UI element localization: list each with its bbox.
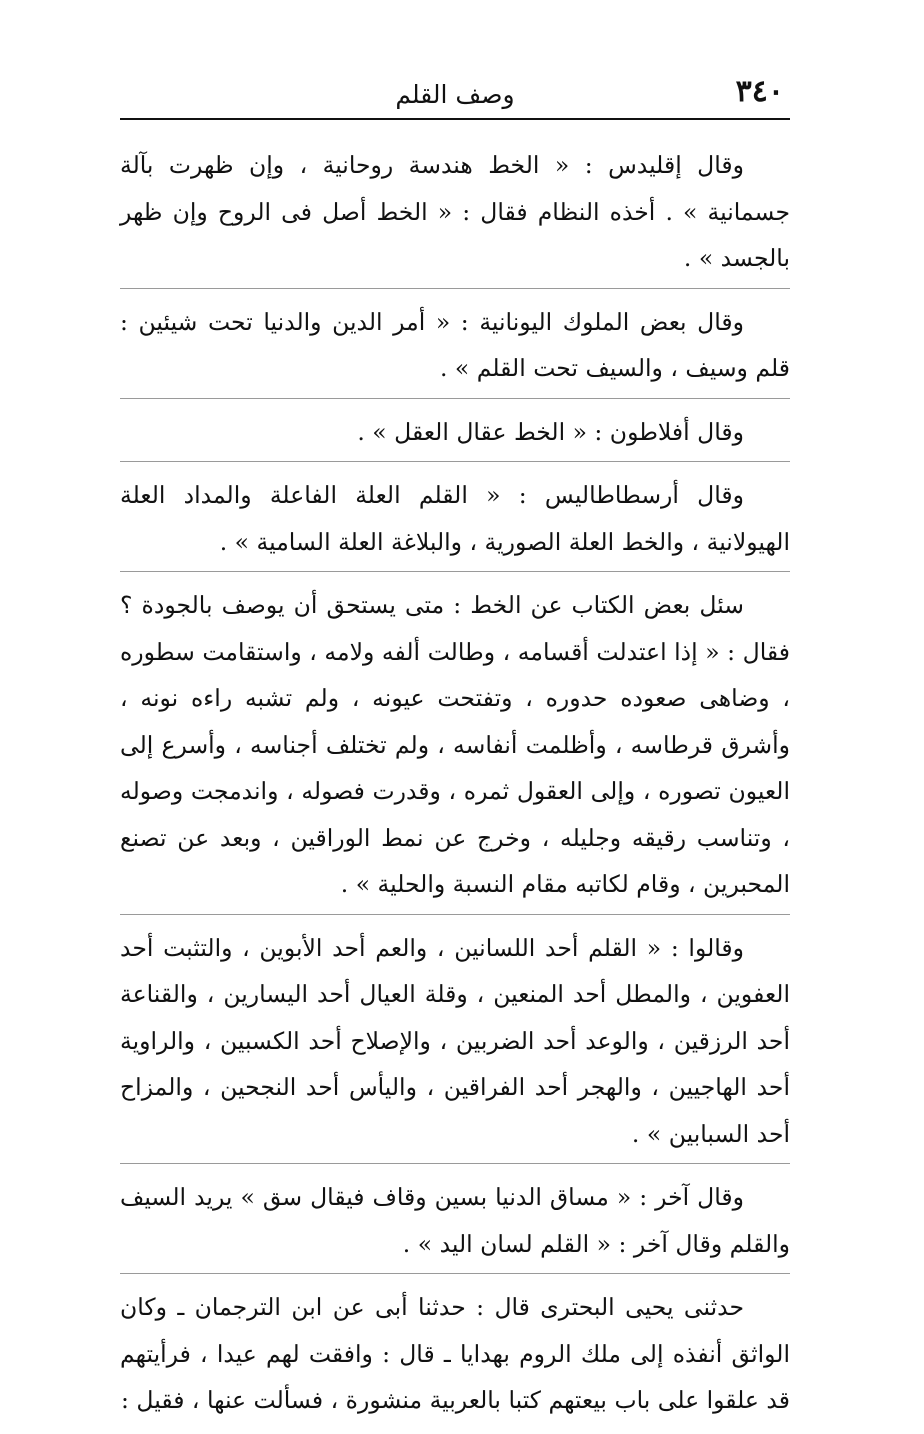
paragraph-other-sayings: وقال آخر : « مساق الدنيا بسين وقاف فيقال سق » يريد السيف والقلم وقال آخر : « القلم لسان اليد » . (120, 1174, 790, 1274)
paragraph-euclid: وقال إقليدس : « الخط هندسة روحانية ، وإن ظهرت بآلة جسمانية » . أخذه النظام فقال : « الخط أصل فى الروح وإن ظهر بالجسد » . (120, 142, 790, 289)
page-number: ٣٤٠ (735, 74, 784, 109)
paragraph-calligraphy-quality: سئل بعض الكتاب عن الخط : متى يستحق أن يوصف بالجودة ؟ فقال : « إذا اعتدلت أقسامه ، وطالت ألفه ولامه ، واستقامت سطوره ، وضاهى صعوده حدوره ، وتفتحت عيونه ، ولم تشبه راءه نونه ، وأشرق قرطاسه ، وأظلمت أنفاسه ، ولم تختلف أجناسه ، وأسرع إلى العيون تصوره ، وإلى العقول ثمره ، وقدرت فصوله ، واندمجت وصوله ، وتناسب رقيقه وجليله ، وخرج عن نمط الوراقين ، وبعد عن تصنع المحبرين ، وقام لكاتبه مقام النسبة والحلية » . (120, 582, 790, 915)
paragraph-plato: وقال أفلاطون : « الخط عقال العقل » . (120, 409, 790, 463)
paragraph-greek-kings: وقال بعض الملوك اليونانية : « أمر الدين والدنيا تحت شيئين : قلم وسيف ، والسيف تحت القلم » . (120, 299, 790, 399)
paragraph-aristotle: وقال أرسطاطاليس : « القلم العلة الفاعلة والمداد العلة الهيولانية ، والخط العلة الصورية ، والبلاغة العلة السامية » . (120, 472, 790, 572)
paragraph-buhturi-narration: حدثنى يحيى البحترى قال : حدثنا أبى عن ابن الترجمان ـ وكان الواثق أنفذه إلى ملك الروم بهدايا ـ قال : وافقت لهم عيدا ، فرأيتهم قد علقوا على باب بيعتهم كتبا بالعربية منشورة ، فسألت عنها ، فقيل : (120, 1293, 790, 1414)
paragraph-sayings: وقالوا : « القلم أحد اللسانين ، والعم أحد الأبوين ، والتثبت أحد العفوين ، والمطل أحد المنعين ، وقلة العيال أحد اليسارين ، والقناعة أحد الرزقين ، والوعد أحد الضربين ، والإصلاح أحد الكسبين ، والراوية أحد الهاجيين ، والهجر أحد الفراقين ، واليأس أحد النجحين ، والمزاح أحد السبابين » . (120, 925, 790, 1165)
section-title: وصف القلم (395, 80, 515, 109)
book-page (120, 70, 790, 1434)
running-header (120, 70, 790, 120)
page-body (120, 142, 790, 1430)
